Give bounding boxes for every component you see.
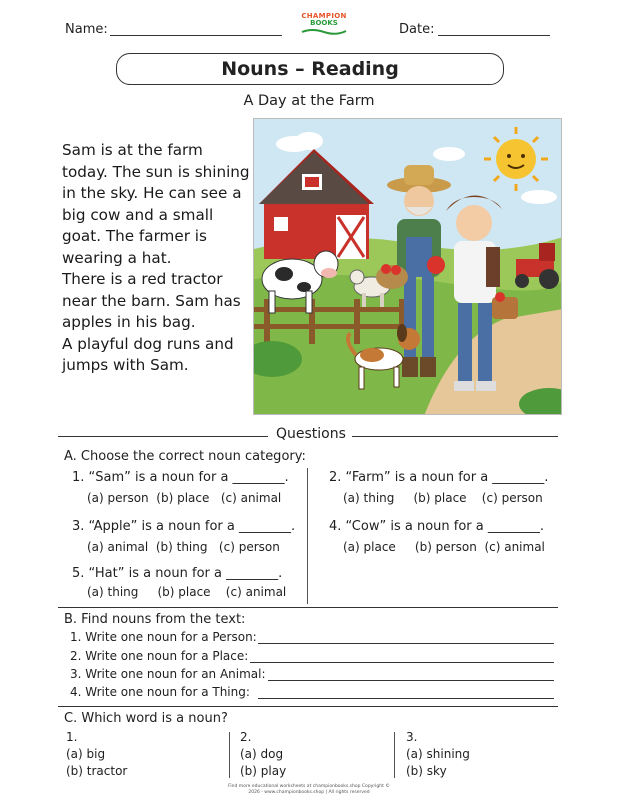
choice-3-b[interactable]: (b) sky [406, 764, 447, 778]
task-1: 1. Write one noun for a Person: [70, 630, 257, 644]
task-3: 3. Write one noun for an Animal: [70, 667, 266, 681]
name-field[interactable] [110, 35, 282, 36]
question-5-options[interactable]: (a) thing (b) place (c) animal [87, 585, 287, 599]
section-separator [58, 706, 558, 707]
section-b-heading: B. Find nouns from the text: [64, 612, 246, 627]
divider-left [58, 436, 268, 437]
question-2-options[interactable]: (a) thing (b) place (c) person [343, 491, 543, 505]
page-subtitle: A Day at the Farm [243, 93, 375, 109]
answer-line-1[interactable] [258, 643, 554, 644]
logo-swoosh-icon [298, 27, 350, 35]
question-4: 4. “Cow” is a noun for a ________. [329, 519, 544, 534]
question-3: 3. “Apple” is a noun for a ________. [72, 519, 296, 534]
section-c-heading: C. Which word is a noun? [64, 711, 228, 726]
choice-2-a[interactable]: (a) dog [240, 747, 284, 761]
story-text [62, 140, 252, 377]
column-divider [394, 732, 395, 778]
column-divider [229, 732, 230, 778]
logo-text-top: CHAMPION [301, 12, 347, 20]
answer-line-4[interactable] [258, 698, 554, 699]
question-3-options[interactable]: (a) animal (b) thing (c) person [87, 540, 280, 554]
name-label: Name: [65, 22, 108, 37]
copyright-footer [170, 784, 448, 796]
task-4: 4. Write one noun for a Thing: [70, 685, 250, 699]
story-paragraph: There is a red tractor near the barn. Sam has apples in his bag. [62, 270, 241, 331]
brand-logo [298, 13, 350, 37]
date-label: Date: [399, 22, 435, 37]
story-paragraph: A playful dog runs and jumps with Sam. [62, 334, 234, 374]
footer-line: 2026 - www.championbooks.shop | All rights reserved [248, 790, 370, 795]
story-paragraph: Sam is at the farm today. The sun is shining in the sky. He can see a big cow and a small goat. The farmer is wearing a hat. [62, 141, 250, 267]
question-1-options[interactable]: (a) person (b) place (c) animal [87, 491, 282, 505]
question-5: 5. “Hat” is a noun for a ________. [72, 566, 283, 581]
question-2: 2. “Farm” is a noun for a ________. [329, 470, 549, 485]
logo-text-bottom: BOOKS [310, 19, 338, 27]
choice-3-a[interactable]: (a) shining [406, 747, 470, 761]
task-2: 2. Write one noun for a Place: [70, 649, 249, 663]
section-a-heading: A. Choose the correct noun category: [64, 449, 306, 464]
answer-line-3[interactable] [268, 680, 554, 681]
choice-3-number: 3. [406, 730, 418, 744]
date-field[interactable] [438, 35, 550, 36]
choice-1-a[interactable]: (a) big [66, 747, 106, 761]
answer-line-2[interactable] [250, 662, 554, 663]
choice-1-b[interactable]: (b) tractor [66, 764, 128, 778]
questions-heading: Questions [276, 426, 346, 442]
farm-illustration [253, 118, 562, 415]
choice-2-b[interactable]: (b) play [240, 764, 287, 778]
question-1: 1. “Sam” is a noun for a ________. [72, 470, 289, 485]
question-4-options[interactable]: (a) place (b) person (c) animal [343, 540, 545, 554]
section-separator [58, 607, 558, 608]
page-title: Nouns – Reading [116, 53, 504, 85]
divider-right [352, 436, 558, 437]
choice-2-number: 2. [240, 730, 252, 744]
column-divider [307, 468, 308, 604]
choice-1-number: 1. [66, 730, 78, 744]
footer-line: Find more educational worksheets at championbooks.shop Copyright © [228, 784, 390, 789]
